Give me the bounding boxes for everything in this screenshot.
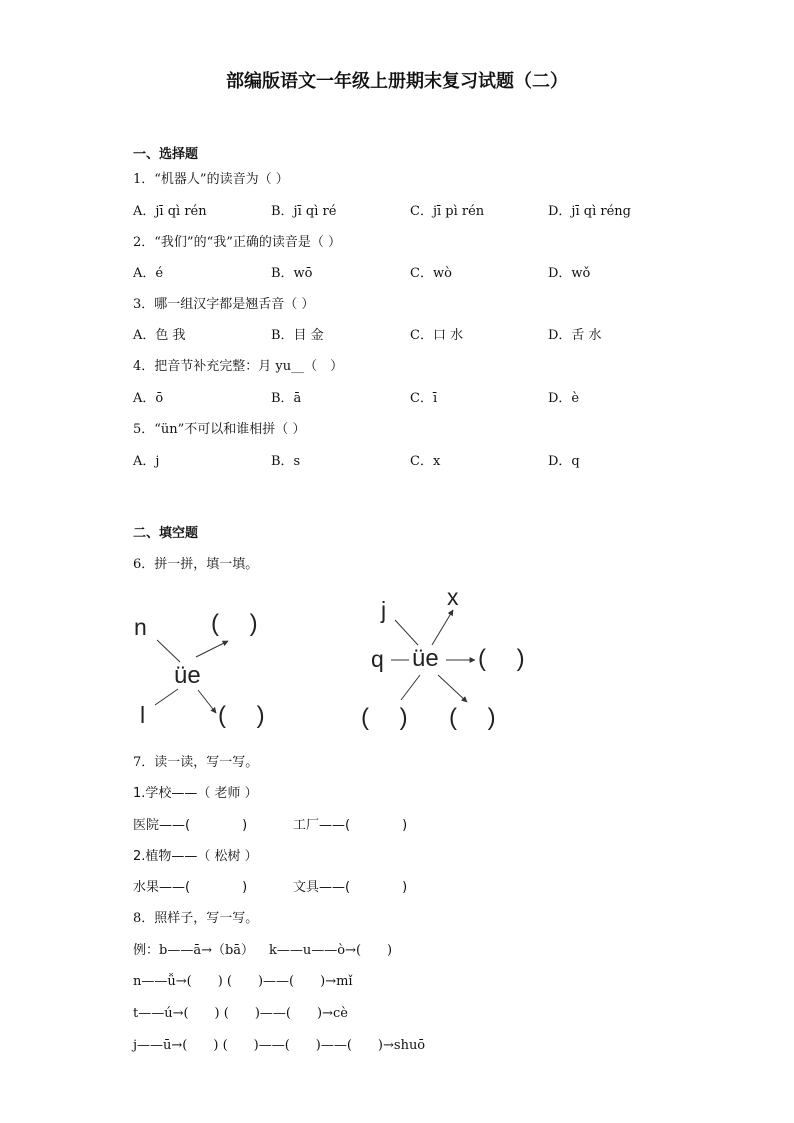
question-8: 8．照样子，写一写。 xyxy=(133,911,259,926)
q7-line-stationery: 文具——( ) xyxy=(293,880,408,895)
page-title: 部编版语文一年级上册期末复习试题（二） xyxy=(226,71,568,92)
question-5: 5．“ün”不可以和谁相拼（ ） xyxy=(133,422,306,437)
q7-line-hospital: 医院——( ) xyxy=(133,818,248,833)
diagram1-arrow-top xyxy=(196,641,228,657)
q2-option-b: B．wō xyxy=(271,266,313,281)
diagram1-final-ue: üe xyxy=(174,662,201,689)
question-3: 3．哪一组汉字都是翘舌音（ ） xyxy=(133,297,315,312)
q4-option-b: B．ā xyxy=(271,391,302,406)
q4-option-c: C．ī xyxy=(410,391,438,406)
question-2: 2．“我们”的“我”正确的读音是（ ） xyxy=(133,235,341,250)
q1-option-c: C．jī pì rén xyxy=(410,204,485,219)
question-6: 6．拼一拼，填一填。 xyxy=(133,557,259,572)
q1-option-d: D．jī qì réng xyxy=(548,204,631,219)
q5-option-a: A．j xyxy=(133,454,160,469)
q1-option-a: A．jī qì rén xyxy=(133,204,207,219)
diagram1-initial-l: l xyxy=(140,702,146,728)
q2-option-a: A．é xyxy=(133,266,164,281)
q3-option-d: D．舌 水 xyxy=(548,328,602,343)
diagram1-blank-top: ( ) xyxy=(211,610,258,637)
question-7: 7．读一读，写一写。 xyxy=(133,755,259,770)
diagram2-initial-x: x xyxy=(447,584,459,610)
section-heading-fill: 二、填空题 xyxy=(133,526,199,541)
question-1: 1．“机器人”的读音为（ ） xyxy=(133,172,289,187)
diagram1-line-l xyxy=(155,689,178,705)
diagram2-arrow-x xyxy=(432,610,453,645)
q8-line-n: n——ǚ→( ) ( )——( )→mǐ xyxy=(133,974,353,989)
q2-option-d: D．wǒ xyxy=(548,266,591,281)
diagram1-initial-n: n xyxy=(134,614,147,640)
q4-option-a: A．ō xyxy=(133,391,164,406)
q3-option-a: A．色 我 xyxy=(133,328,186,343)
diagram1-arrow-bottom xyxy=(198,690,216,713)
q5-option-b: B．s xyxy=(271,454,301,469)
q5-option-d: D．q xyxy=(548,454,580,469)
q8-example: 例：b——ā→（bā） xyxy=(133,943,255,958)
diagram2-blank-right: ( ) xyxy=(478,645,525,672)
diagram1-blank-bottom: ( ) xyxy=(218,702,265,729)
q8-line-k: k——u——ò→( ) xyxy=(269,943,393,958)
q3-option-c: C．口 水 xyxy=(410,328,464,343)
section-heading-choice: 一、选择题 xyxy=(133,147,199,162)
question-4: 4．把音节补充完整：月 yu__（ ） xyxy=(133,359,344,374)
q8-line-j: j——ū→( ) ( )——( )——( )→shuō xyxy=(133,1038,426,1053)
diagram2-arrow-bottom-right xyxy=(438,675,467,702)
diagram2-blank-bottom-right: ( ) xyxy=(449,704,496,731)
diagram2-initial-q: q xyxy=(371,646,384,672)
q5-option-c: C．x xyxy=(410,454,441,469)
q1-option-b: B．jī qì ré xyxy=(271,204,337,219)
diagram2-blank-bottom-left: ( ) xyxy=(361,704,408,731)
diagram2-line-bottom-left xyxy=(401,675,420,700)
q4-option-d: D．è xyxy=(548,391,580,406)
q7-line-plant: 2.植物——（ 松树 ） xyxy=(133,849,258,864)
diagram2-initial-j: j xyxy=(381,597,387,623)
q8-line-t: t——ú→( ) ( )——( )→cè xyxy=(133,1006,348,1021)
q3-option-b: B．目 金 xyxy=(271,328,324,343)
diagram1-line-n xyxy=(157,640,180,662)
q2-option-c: C．wò xyxy=(410,266,452,281)
q7-line-factory: 工厂——( ) xyxy=(293,818,408,833)
diagram2-line-j xyxy=(395,620,418,645)
q7-line-school: 1.学校——（ 老师 ） xyxy=(133,786,258,801)
q7-line-fruit: 水果——( ) xyxy=(133,880,248,895)
diagram2-final-ue: üe xyxy=(412,645,439,672)
